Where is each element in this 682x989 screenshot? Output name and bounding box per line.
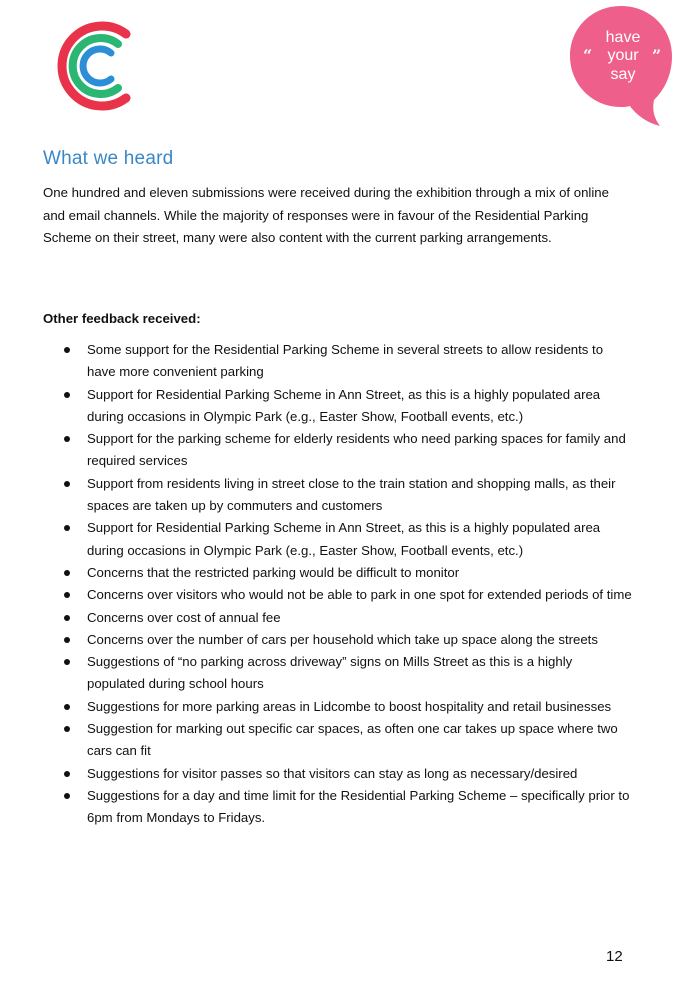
list-item (0, 384, 632, 429)
list-item-text: Suggestions for more parking areas in Lidcombe to boost hospitality and retail businesses (87, 698, 612, 714)
list-item-text: Concerns over visitors who would not be able to park in one spot for extended periods of time (87, 587, 632, 603)
list-item (0, 629, 632, 651)
list-item (0, 651, 632, 696)
bullet-icon (64, 592, 70, 598)
bullet-icon (64, 347, 70, 353)
list-item-text: Concerns over the number of cars per household which take up space along the streets (87, 631, 598, 647)
have-your-say-badge (568, 4, 674, 128)
list-item (0, 339, 632, 384)
list-item (0, 785, 632, 830)
bullet-icon (64, 726, 70, 732)
badge-word-have: have (605, 29, 641, 46)
list-item (0, 517, 632, 562)
feedback-subheading: Other feedback received: (43, 311, 201, 326)
list-item-text: Concerns over cost of annual fee (87, 609, 281, 625)
list-item-text: Some support for the Residential Parking Scheme in several streets to allow residents to have more convenient parking (87, 342, 604, 380)
bullet-icon (64, 615, 70, 621)
list-item-text: Concerns that the restricted parking would be difficult to monitor (87, 564, 460, 580)
intro-paragraph: One hundred and eleven submissions were received during the exhibition through a mix of online and email channels. While the majority of responses were in favour of the Residential Parking Scheme on their street, many were also content with the current parking arrangements. (43, 185, 609, 245)
list-item-text: Suggestion for marking out specific car spaces, as often one car takes up space where two cars can fit (87, 721, 618, 759)
list-item-text: Support for Residential Parking Scheme in Ann Street, as this is a highly populated area during occasions in Olympic Park (e.g., Easter Show, Football events, etc.) (87, 386, 601, 424)
bullet-icon (64, 525, 70, 531)
list-item (0, 562, 632, 584)
list-item (0, 428, 632, 473)
svg-text:”: ” (652, 46, 662, 65)
feedback-list (0, 339, 682, 830)
list-item (0, 584, 632, 606)
bullet-icon (64, 481, 70, 487)
list-item-text: Support for the parking scheme for elderly residents who need parking spaces for family and required services (87, 431, 626, 469)
page-number: 12 (606, 948, 623, 965)
list-item (0, 696, 632, 718)
list-item (0, 718, 632, 763)
bullet-icon (64, 704, 70, 710)
bullet-icon (64, 392, 70, 398)
list-item-text: Suggestions of “no parking across driveway” signs on Mills Street as this is a highly populated during school hours (87, 654, 573, 692)
list-item-text: Suggestions for a day and time limit for the Residential Parking Scheme – specifically prior to 6pm from Mondays to Fridays. (87, 787, 630, 826)
list-item (0, 763, 632, 785)
council-c-logo (46, 14, 140, 118)
bullet-icon (64, 637, 70, 643)
list-item (0, 607, 632, 629)
svg-text:“: “ (583, 46, 593, 65)
badge-word-your: your (607, 47, 639, 64)
bullet-icon (64, 436, 70, 442)
bullet-icon (64, 570, 70, 576)
list-item-text: Support from residents living in street close to the train station and shopping malls, as their spaces are taken up by commuters and customers (87, 475, 616, 514)
list-item-text: Suggestions for visitor passes so that visitors can stay as long as necessary/desired (87, 765, 578, 781)
bullet-icon (64, 659, 70, 665)
badge-word-say: say (610, 66, 636, 83)
list-item-text: Support for Residential Parking Scheme in Ann Street, as this is a highly populated area during occasions in Olympic Park (e.g., Easter Show, Football events, etc.) (87, 520, 601, 558)
section-heading: What we heard (43, 148, 174, 169)
bullet-icon (64, 771, 70, 777)
bullet-icon (64, 793, 70, 799)
list-item (0, 473, 632, 518)
